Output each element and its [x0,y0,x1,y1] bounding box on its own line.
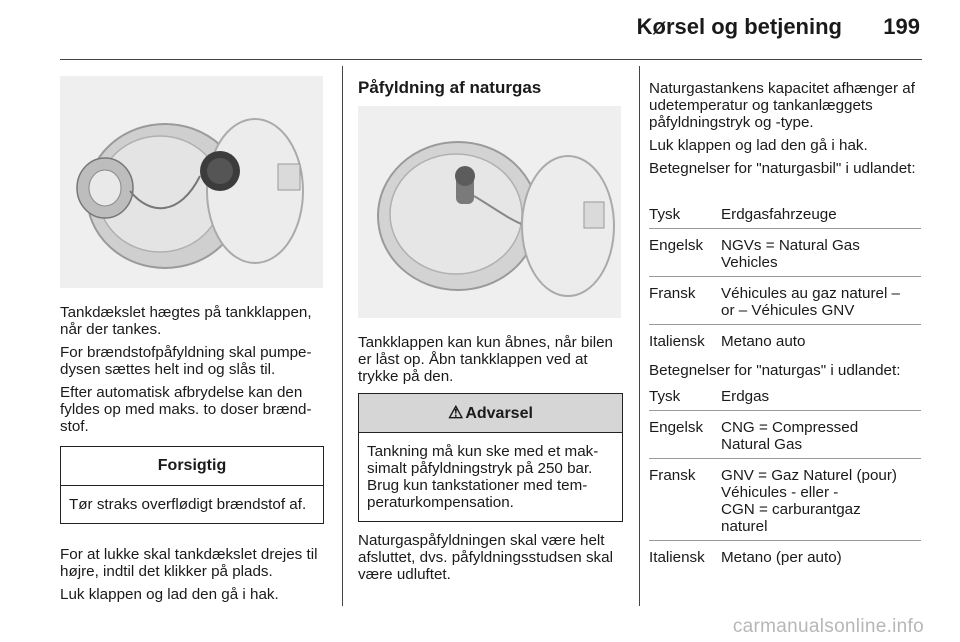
paragraph: Betegnelser for "naturgas" i udlandet: [649,362,901,379]
column-3-intro [649,80,923,183]
paragraph: For at lukke skal tankdækslet drejes til højre, indtil det klikker på plads. [60,546,318,580]
warning-title: Advarsel [465,405,533,422]
term-cell: Erdgas [721,388,770,405]
language-cell: Fransk [649,285,696,302]
paragraph: Tankdækslet hægtes på tankklappen, når der tankes. [60,304,312,338]
vehicle-terms-table [649,198,921,355]
header-divider [60,59,922,60]
warning-icon: ⚠ [448,403,464,422]
column-2-intro [358,334,624,391]
column-divider-1 [342,66,343,606]
column-divider-2 [639,66,640,606]
term-cell: Erdgasfahrzeuge [721,206,837,223]
table-row [649,380,921,411]
caution-text: Tør straks overflødigt brændstof af. [69,496,307,513]
term-cell: Véhicules au gaz naturel – or – Véhicules GNV [721,285,900,319]
paragraph: Luk klappen og lad den gå i hak. [649,137,868,154]
paragraph: Luk klappen og lad den gå i hak. [60,586,279,603]
paragraph: Naturgastankens kapacitet afhænger af udetemperatur og tankanlæggets påfyldningstryk og -type. [649,80,915,131]
warning-text: Tankning må kun ske med et maksimalt påfyldningstryk på 250 bar. Brug kun tankstationer med temperaturkompensation. [367,443,599,511]
paragraph: For brændstofpåfyldning skal pumpedysen sættes helt ind og slås til. [60,344,312,378]
fuel-filler-flap-illustration [60,76,323,288]
language-cell: Engelsk [649,237,704,254]
table-row [649,541,921,571]
caution-box [60,446,324,524]
paragraph: Efter automatisk afbrydelse kan den fyldes op med maks. to doser brændstof. [60,384,312,435]
warning-box [358,393,623,522]
table-row [649,277,921,325]
language-cell: Tysk [649,206,681,223]
warning-header [359,394,622,433]
term-cell: NGVs = Natural Gas Vehicles [721,237,860,271]
term-cell: Metano (per auto) [721,549,842,566]
table-row [649,411,921,459]
language-cell: Tysk [649,388,681,405]
column-1-text [60,304,325,441]
language-cell: Italiensk [649,549,705,566]
gas-terms-table [649,380,921,571]
section-heading: Påfyldning af naturgas [358,78,542,97]
page-header-title: Kørsel og betjening [636,14,842,39]
term-cell: GNV = Gaz Naturel (pour) Véhicules - eller - CGN = carburantgaz naturel [721,467,897,535]
paragraph: Naturgaspåfyldningen skal være helt afsluttet, dvs. påfyldningsstudsen skal være udluftet. [358,532,613,583]
language-cell: Italiensk [649,333,705,350]
table-row [649,459,921,541]
paragraph: Betegnelser for "naturgasbil" i udlandet: [649,160,916,177]
language-cell: Engelsk [649,419,704,436]
table-row [649,198,921,229]
paragraph: Tankklappen kan kun åbnes, når bilen er låst op. Åbn tankklappen ved at trykke på den. [358,334,613,385]
term-cell: CNG = Compressed Natural Gas [721,419,859,453]
table-row [649,325,921,355]
page-number: 199 [883,14,920,39]
watermark: carmanualsonline.info [732,616,924,637]
term-cell: Metano auto [721,333,806,350]
column-2-closing [358,532,624,589]
column-1-closing-text [60,546,325,609]
language-cell: Fransk [649,467,696,484]
natural-gas-filler-illustration [358,106,621,318]
caution-title: Forsigtig [61,447,323,486]
table-row [649,229,921,277]
